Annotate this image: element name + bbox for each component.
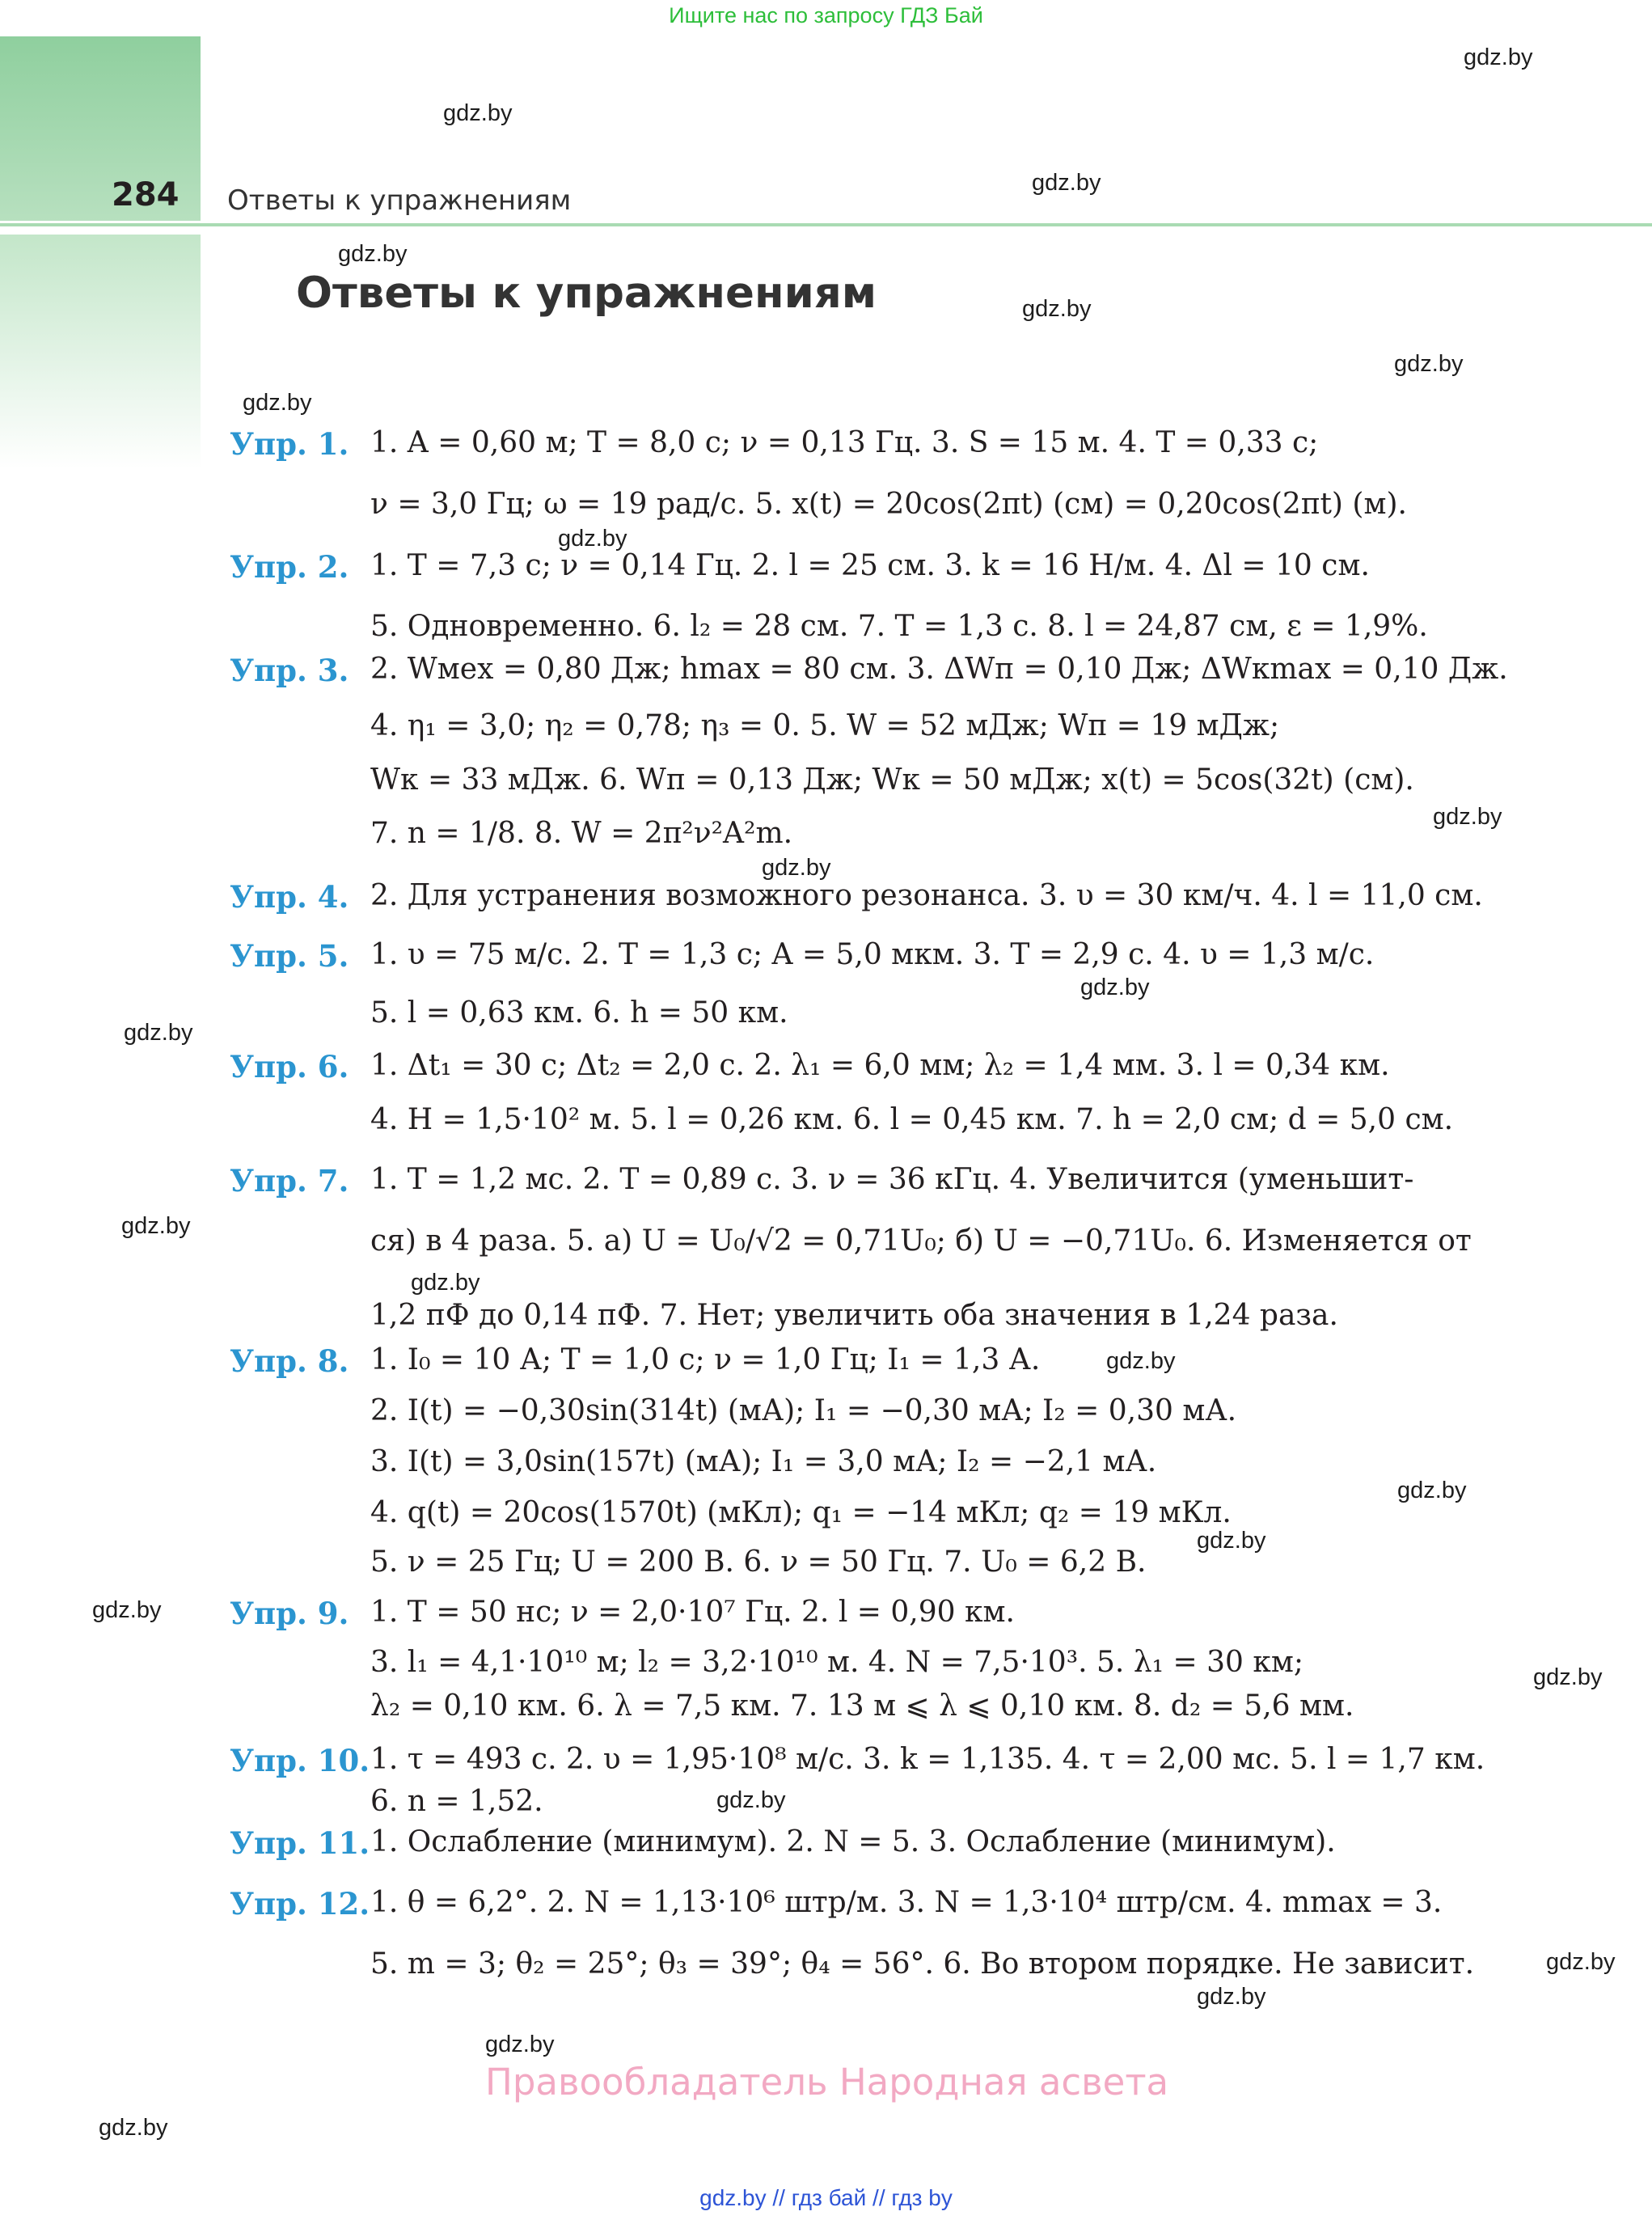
watermark: gdz.by <box>485 2032 555 2057</box>
answer-line: 1. τ = 493 с. 2. υ = 1,95·10⁸ м/с. 3. k = 1,135. 4. τ = 2,00 мс. 5. l = 1,7 км. <box>370 1743 1485 1776</box>
exercise-label: Упр. 5. <box>230 938 349 974</box>
exercise-label: Упр. 7. <box>230 1163 349 1199</box>
exercise-label: Упр. 8. <box>230 1343 349 1379</box>
watermark: gdz.by <box>443 100 513 126</box>
answer-line: 1. I₀ = 10 А; T = 1,0 с; ν = 1,0 Гц; I₁ = 1,3 А. <box>370 1343 1041 1376</box>
watermark: gdz.by <box>1032 170 1101 196</box>
answer-line: 2. I(t) = −0,30sin(314t) (мА); I₁ = −0,30 мА; I₂ = 0,30 мА. <box>370 1394 1237 1427</box>
copyright-notice: Правообладатель Народная асвета <box>485 2061 1169 2103</box>
exercise-label: Упр. 2. <box>230 549 349 585</box>
answer-line: 1. A = 0,60 м; T = 8,0 с; ν = 0,13 Гц. 3. S = 15 м. 4. T = 0,33 с; <box>370 426 1319 459</box>
answer-line: 2. Для устранения возможного резонанса. 3. υ = 30 км/ч. 4. l = 11,0 см. <box>370 879 1483 912</box>
watermark: gdz.by <box>1080 975 1150 1000</box>
watermark: gdz.by <box>1197 1528 1266 1554</box>
answer-line: 5. Одновременно. 6. l₂ = 28 см. 7. T = 1,3 с. 8. l = 24,87 см, ε = 1,9%. <box>370 610 1428 643</box>
running-head: Ответы к упражнениям <box>227 184 572 217</box>
exercise-label: Упр. 6. <box>230 1049 349 1085</box>
answer-line: 7. n = 1/8. 8. W = 2π²ν²A²m. <box>370 817 793 850</box>
watermark: gdz.by <box>1433 804 1502 830</box>
exercise-label: Упр. 9. <box>230 1596 349 1631</box>
top-banner[interactable]: Ищите нас по запросу ГДЗ Бай <box>669 3 983 27</box>
side-color-band <box>0 235 201 469</box>
answer-line: 5. l = 0,63 км. 6. h = 50 км. <box>370 996 788 1030</box>
watermark: gdz.by <box>411 1270 480 1296</box>
watermark: gdz.by <box>762 855 831 881</box>
answer-line: 1. θ = 6,2°. 2. N = 1,13·10⁶ штр/м. 3. N = 1,3·10⁴ штр/см. 4. mmax = 3. <box>370 1886 1443 1919</box>
answer-line: 1,2 пФ до 0,14 пФ. 7. Нет; увеличить оба значения в 1,24 раза. <box>370 1299 1338 1332</box>
answer-line: λ₂ = 0,10 км. 6. λ = 7,5 км. 7. 13 м ⩽ λ ⩽ 0,10 км. 8. d₂ = 5,6 мм. <box>370 1689 1354 1723</box>
exercise-label: Упр. 1. <box>230 426 349 462</box>
exercise-label: Упр. 11. <box>230 1825 370 1861</box>
answer-line: 3. l₁ = 4,1·10¹⁰ м; l₂ = 3,2·10¹⁰ м. 4. N = 7,5·10³. 5. λ₁ = 30 км; <box>370 1646 1304 1679</box>
watermark: gdz.by <box>99 2115 168 2141</box>
answer-line: ся) в 4 раза. 5. а) U = U₀/√2 = 0,71U₀; б) U = −0,71U₀. 6. Изменяется от <box>370 1224 1472 1258</box>
watermark: gdz.by <box>1464 44 1533 70</box>
exercise-label: Упр. 3. <box>230 653 349 688</box>
watermark: gdz.by <box>243 390 312 416</box>
watermark: gdz.by <box>1546 1949 1616 1975</box>
watermark: gdz.by <box>92 1597 162 1623</box>
answer-line: 5. m = 3; θ₂ = 25°; θ₃ = 39°; θ₄ = 56°. 6. Во втором порядке. Не зависит. <box>370 1947 1475 1981</box>
exercise-label: Упр. 10. <box>230 1743 370 1778</box>
answer-line: 6. n = 1,52. <box>370 1785 543 1818</box>
footer-links[interactable]: gdz.by // гдз бай // гдз by <box>699 2185 953 2210</box>
answer-line: ν = 3,0 Гц; ω = 19 рад/с. 5. x(t) = 20cos(2πt) (см) = 0,20cos(2πt) (м). <box>370 488 1407 521</box>
answer-line: 1. T = 1,2 мс. 2. T = 0,89 с. 3. ν = 36 кГц. 4. Увеличится (уменьшит- <box>370 1163 1414 1196</box>
answer-line: 4. η₁ = 3,0; η₂ = 0,78; η₃ = 0. 5. W = 52 мДж; Wп = 19 мДж; <box>370 709 1280 742</box>
watermark: gdz.by <box>1394 351 1464 377</box>
watermark: gdz.by <box>1022 296 1092 322</box>
watermark: gdz.by <box>716 1787 786 1813</box>
answer-line: 1. Ослабление (минимум). 2. N = 5. 3. Ослабление (минимум). <box>370 1825 1336 1858</box>
watermark: gdz.by <box>1533 1664 1603 1690</box>
answer-line: 3. I(t) = 3,0sin(157t) (мА); I₁ = 3,0 мА; I₂ = −2,1 мА. <box>370 1445 1157 1478</box>
answer-line: 1. T = 50 нс; ν = 2,0·10⁷ Гц. 2. l = 0,90 км. <box>370 1596 1015 1629</box>
answer-line: Wк = 33 мДж. 6. Wп = 0,13 Дж; Wк = 50 мДж; x(t) = 5cos(32t) (см). <box>370 763 1414 797</box>
watermark: gdz.by <box>1397 1478 1467 1503</box>
exercise-label: Упр. 4. <box>230 879 349 915</box>
answer-line: 1. T = 7,3 с; ν = 0,14 Гц. 2. l = 25 см. 3. k = 16 Н/м. 4. Δl = 10 см. <box>370 549 1370 582</box>
answer-line: 2. Wмех = 0,80 Дж; hmax = 80 см. 3. ΔWп = 0,10 Дж; ΔWкmax = 0,10 Дж. <box>370 653 1508 686</box>
answer-line: 4. H = 1,5·10² м. 5. l = 0,26 км. 6. l = 0,45 км. 7. h = 2,0 см; d = 5,0 см. <box>370 1103 1454 1136</box>
exercise-label: Упр. 12. <box>230 1886 370 1922</box>
answer-line: 4. q(t) = 20cos(1570t) (мКл); q₁ = −14 мКл; q₂ = 19 мКл. <box>370 1496 1232 1529</box>
answer-line: 1. Δt₁ = 30 с; Δt₂ = 2,0 с. 2. λ₁ = 6,0 мм; λ₂ = 1,4 мм. 3. l = 0,34 км. <box>370 1049 1390 1082</box>
watermark: gdz.by <box>1197 1984 1266 2010</box>
answer-line: 1. υ = 75 м/с. 2. T = 1,3 с; A = 5,0 мкм. 3. T = 2,9 с. 4. υ = 1,3 м/с. <box>370 938 1375 971</box>
watermark: gdz.by <box>1106 1348 1176 1374</box>
header-rule <box>0 223 1652 226</box>
page-title: Ответы к упражнениям <box>296 268 877 318</box>
answer-line: 5. ν = 25 Гц; U = 200 В. 6. ν = 50 Гц. 7. U₀ = 6,2 В. <box>370 1545 1147 1579</box>
page-number: 284 <box>112 176 180 214</box>
watermark: gdz.by <box>558 526 627 552</box>
watermark: gdz.by <box>121 1213 191 1239</box>
watermark: gdz.by <box>338 241 408 267</box>
watermark: gdz.by <box>124 1020 193 1046</box>
